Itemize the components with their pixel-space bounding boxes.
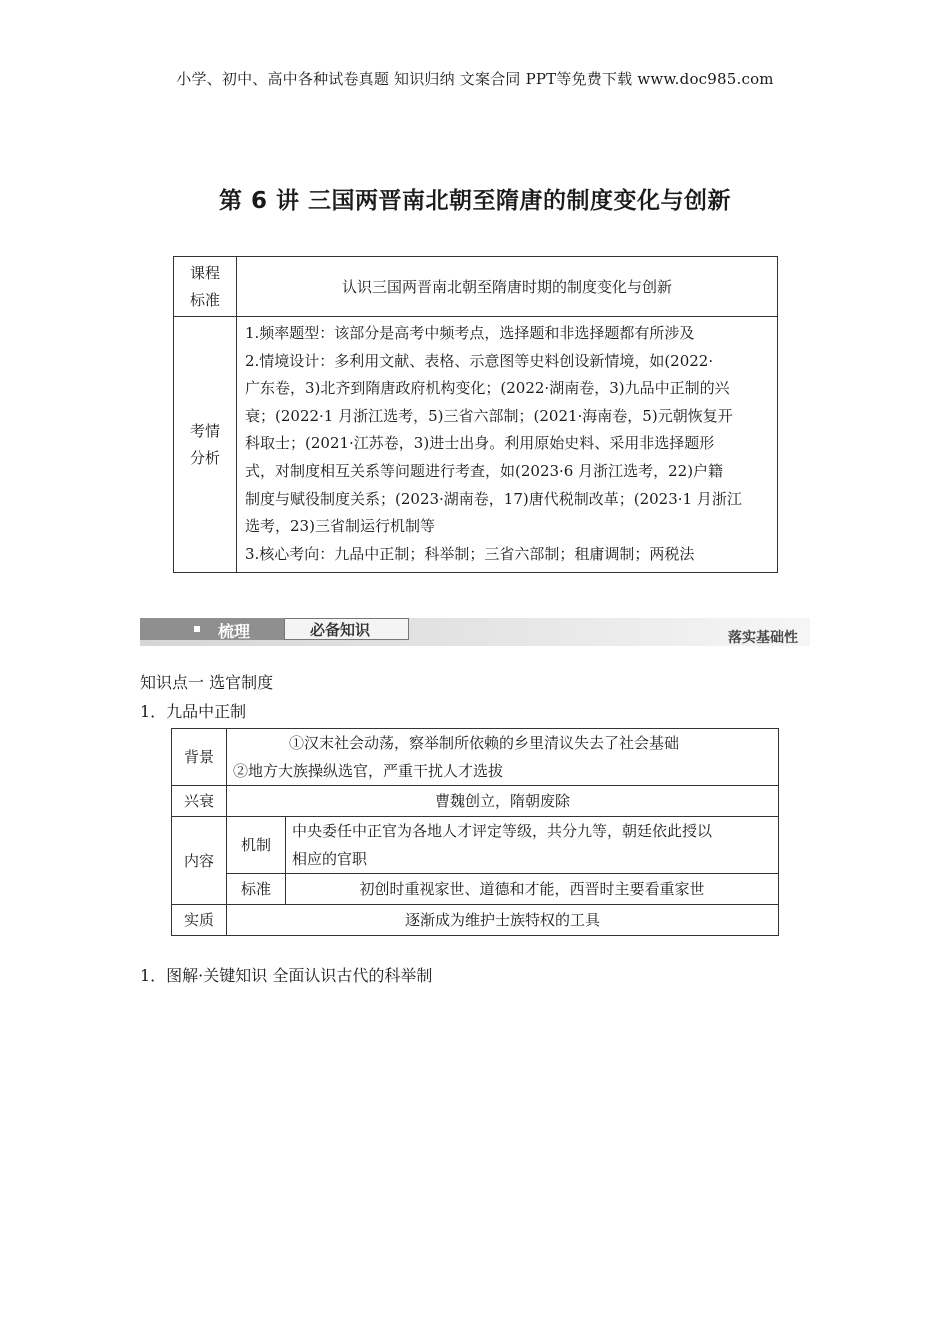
banner-box-label: 必备知识	[310, 621, 371, 639]
square-bullet-icon	[194, 626, 200, 632]
background-label: 背景	[172, 729, 227, 786]
analysis-line: 制度与赋役制度关系；(2023·湖南卷，17)唐代税制改革；(2023·1 月浙江	[245, 489, 742, 508]
mechanism-label: 机制	[227, 817, 286, 874]
mechanism-content: 中央委任中正官为各地人才评定等级，共分九等，朝廷依此授以 相应的官职	[286, 817, 779, 874]
curriculum-table	[173, 256, 778, 573]
item-heading-2: 1．图解·关键知识 全面认识古代的科举制	[140, 966, 433, 985]
curriculum-content: 认识三国两晋南北朝至隋唐时期的制度变化与创新	[237, 257, 778, 317]
analysis-line: 广东卷，3)北齐到隋唐政府机构变化；(2022·湖南卷，3)九品中正制的兴	[245, 379, 730, 398]
background-content: ①汉末社会动荡，察举制所依赖的乡里清议失去了社会基础 ②地方大族操纵选官，严重干扰人才选拔	[227, 729, 779, 786]
analysis-line: 2.情境设计：多利用文献、表格、示意图等史料创设新情境，如(2022·	[245, 351, 714, 370]
banner-dark-block	[140, 618, 284, 640]
essence-label: 实质	[172, 905, 227, 936]
analysis-line: 1.频率题型：该部分是高考中频考点，选择题和非选择题都有所涉及	[245, 324, 695, 342]
analysis-line: 选考，23)三省制运行机制等	[245, 517, 435, 536]
rise-fall-content: 曹魏创立，隋朝废除	[227, 786, 779, 817]
analysis-line: 科取士；(2021·江苏卷，3)进士出身。利用原始史料、采用非选择题形	[245, 434, 715, 453]
jiupin-table	[171, 728, 779, 936]
banner-left-label: 梳理	[218, 622, 251, 641]
section-heading: 知识点一 选官制度	[140, 673, 274, 692]
curriculum-label: 课程 标准	[174, 257, 237, 317]
analysis-line: 式，对制度相互关系等问题进行考查，如(2023·6 月浙江选考，22)户籍	[245, 461, 724, 480]
analysis-label: 考情 分析	[174, 317, 237, 573]
standard-content: 初创时重视家世、道德和才能，西晋时主要看重家世	[286, 874, 779, 905]
standard-label: 标准	[227, 874, 286, 905]
page-title: 第 6 讲 三国两晋南北朝至隋唐的制度变化与创新	[218, 188, 732, 214]
rise-fall-label: 兴衰	[172, 786, 227, 817]
content-label: 内容	[172, 817, 227, 905]
item-heading: 1．九品中正制	[140, 702, 247, 721]
section-banner	[140, 618, 810, 646]
page-header: 小学、初中、高中各种试卷真题 知识归纳 文案合同 PPT等免费下载 www.doc985.com	[176, 70, 774, 88]
analysis-line: 衰；(2022·1 月浙江选考，5)三省六部制；(2021·海南卷，5)元朝恢复开	[245, 406, 733, 425]
essence-content: 逐渐成为维护士族特权的工具	[227, 905, 779, 936]
analysis-content	[237, 317, 778, 573]
analysis-line: 3.核心考向：九品中正制；科举制；三省六部制；租庸调制；两税法	[245, 544, 695, 563]
banner-right-label: 落实基础性	[728, 630, 798, 646]
